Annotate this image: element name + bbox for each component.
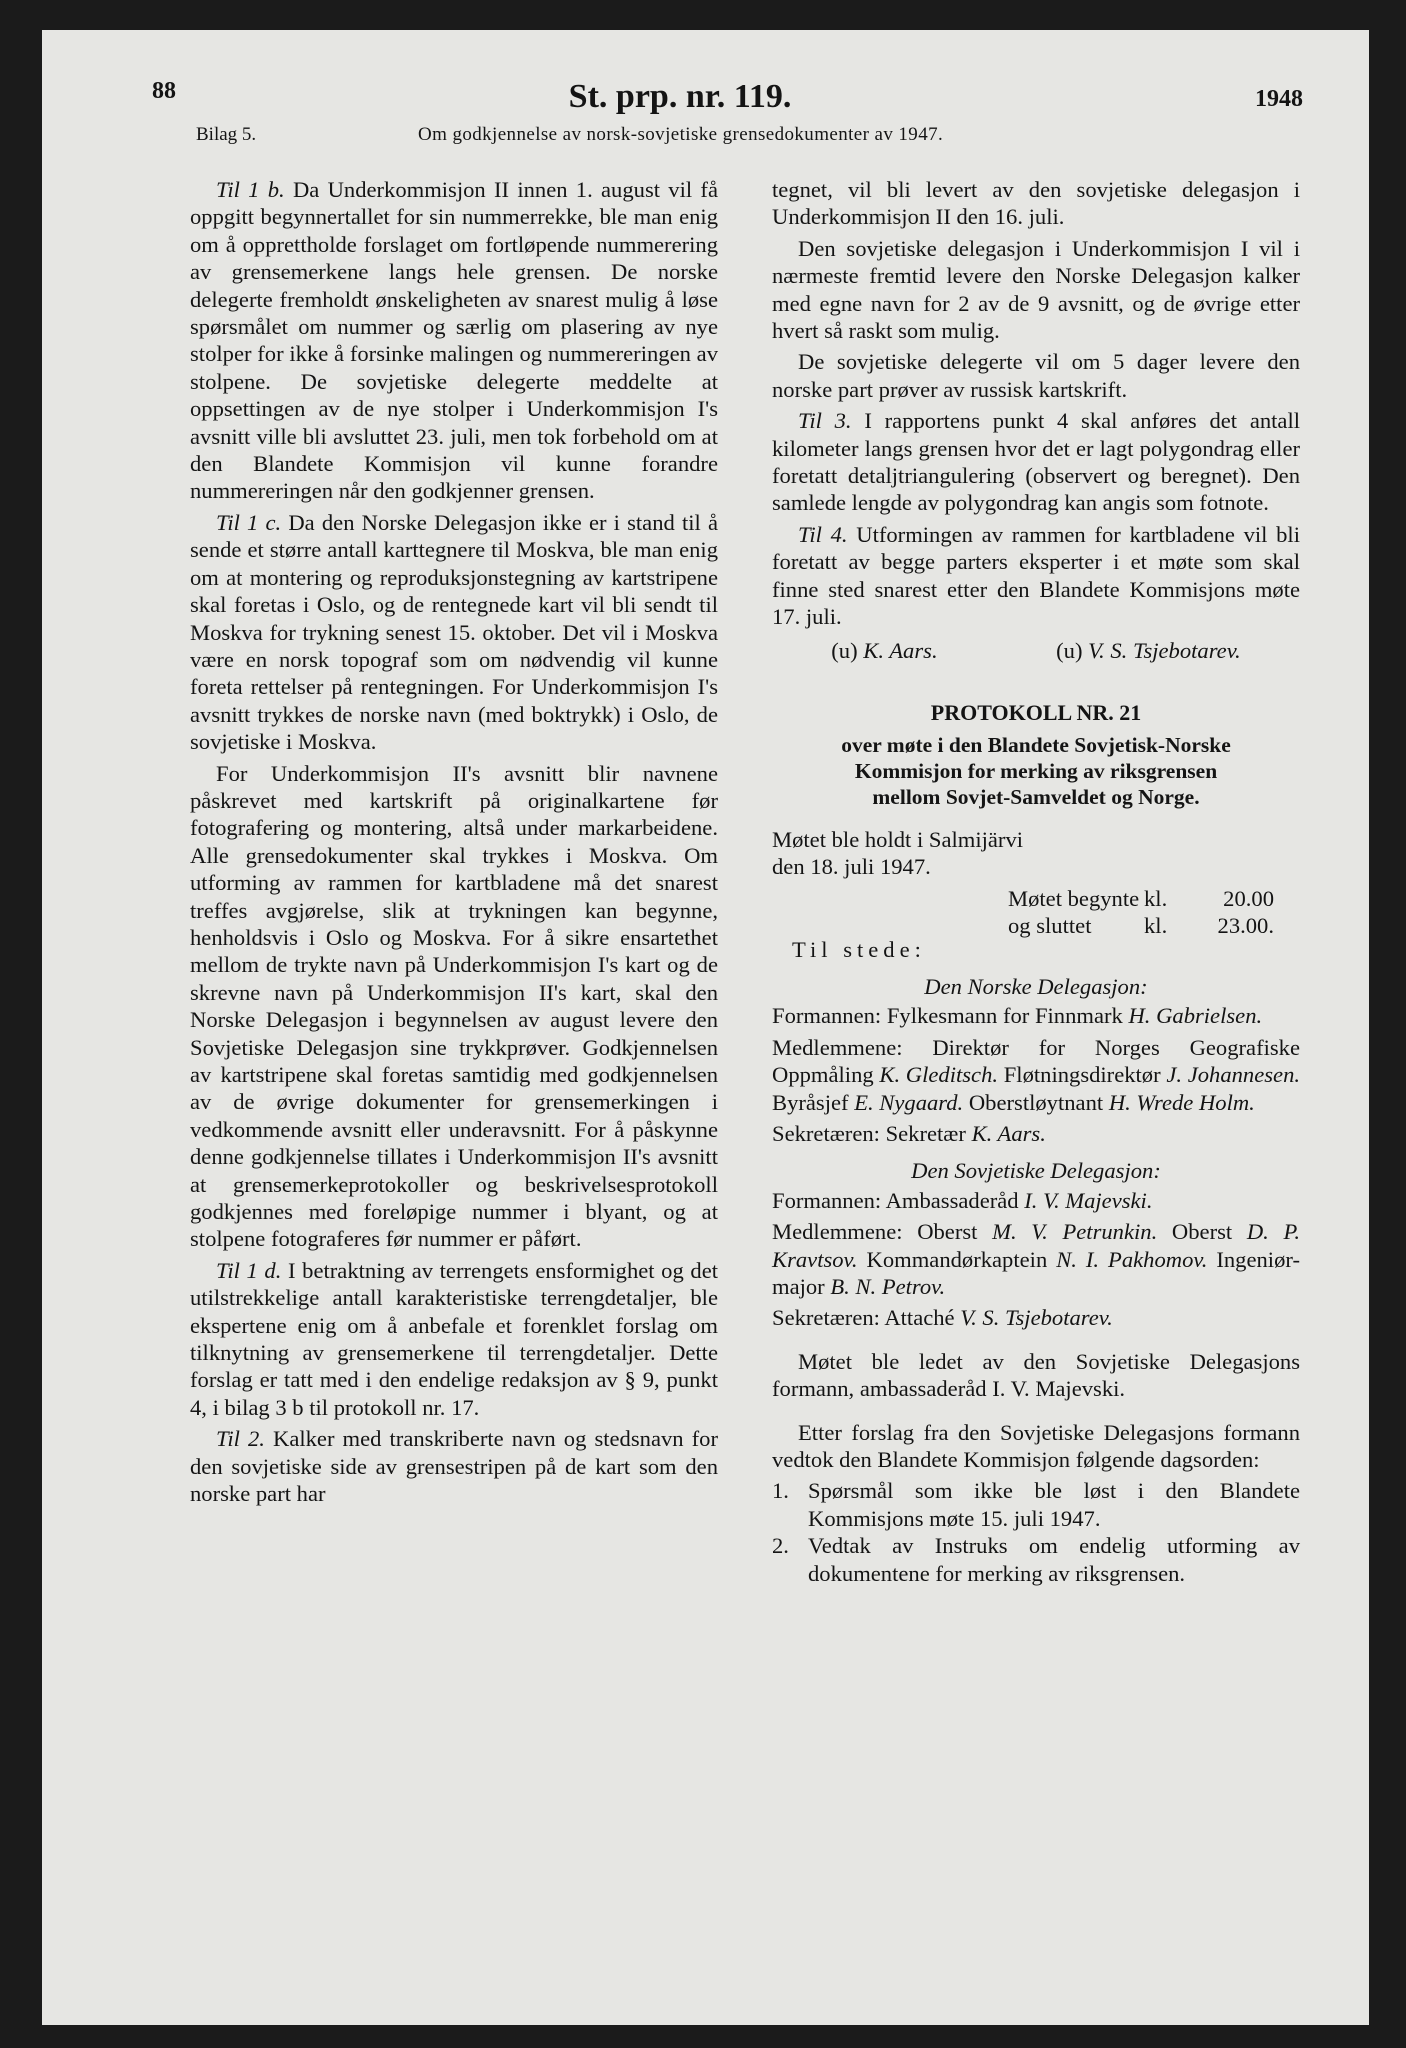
signature-aars: (u) K. Aars. [831,637,938,663]
paragraph-underkommisjon-i: Den sovjetiske delegasjon i Underkommisjon I vil i nærmeste fremtid levere den Norske Delegasjon kalker med egne navn for 2 av de 9 avsnitt, og de øvrige etter hvert så raskt som mulig. [772,235,1300,344]
nor-chair: Formannen: Fylkesmann for Finnmark H. Gabrielsen. [772,1003,1263,1029]
paragraph-til-4 [772,521,1300,631]
section-label: Til 2. [216,1426,265,1452]
agenda-item: 2. Vedtak av Instruks om endelig utforming av dokumentene for merking av riksgrensen. [772,1533,1300,1586]
paragraph-kartskrift: De sovjetiske delegerte vil om 5 dager levere den norske part prøver av russisk kartskrift. [772,349,1300,402]
nor-secretary: Sekretæren: Sekretær K. Aars. [772,1120,1046,1146]
document-title: St. prp. nr. 119. [568,78,792,115]
protocol-title: PROTOKOLL NR. 21 [930,699,1142,725]
running-subtitle: Om godkjennelse av norsk-sovjetiske grensedokumenter av 1947. [418,124,944,145]
paragraph-til-2 [190,1425,718,1507]
page-number: 88 [152,78,176,104]
paragraph-underkommisjon-ii: For Underkommisjon II's avsnitt blir navnene påskrevet med kartskrift på originalkartene før fotografering og montering, altså under markarbeidene. Alle grensedokumenter skal trykkes i Moskva. Om utforming av rammen for kartbladene må det snarest treffes avgjørelse, slik at trykningen kan begynne, henholdsvis i Oslo og Moskva. For å sikre ensartethet mellom de trykte navn på Underkommisjon I's kart og de skrevne navn på Underkommisjon II's kart, skal den Norske Delegasjon i begynnelsen av august levere den Sovjetiske Delegasjon sine trykkprøver. Godkjennelsen av kartstripene skal foretas samtidig med godkjennelsen av de øvrige dokumenter for grensemerkingen i vedkommende avsnitt eller underavsnitt. For å påskynne denne godkjennelse tillates i Underkommisjon II's avsnitt at grensemerkeprotokoller og beskrivelsesprotokoll godkjennes med foreløpige nummer i blyant, og at stolpene fotograferes før nummer er påført. [190,760,718,1252]
paragraph-til-1b [190,176,718,505]
section-label: Til 1 b. [216,177,285,202]
sov-chair: Formannen: Ambassaderåd I. V. Majevski. [772,1187,1153,1213]
document-year: 1948 [1255,86,1303,112]
sov-secretary: Sekretæren: Attaché V. S. Tsjebotarev. [772,1305,1113,1331]
end-time-row: og sluttet kl. 23.00. [1008,913,1274,939]
paragraph-text: Da den Norske Delegasjon ikke er i stand til å sende et større antall karttegnere til Moskva, ble man enig om at montering og reproduksjonstegning av kartstripene skal foretas i Oslo, og de rentegnede kart vil bli sendt til Moskva for trykning senest 15. oktober. Det vil i Moskva være en norsk topograf som om nødvendig vil kunne foreta rettelser på rentegningen. For Underkommisjon I's avsnitt trykkes de norske navn (med boktrykk) i Oslo, de sovjetiske i Moskva. [190,509,718,755]
agenda-item: 1. Spørsmål som ikke ble løst i den Blandete Kommisjons møte 15. juli 1947. [772,1478,1300,1531]
section-label: Til 1 d. [216,1257,282,1283]
right-column [772,176,1300,1587]
paragraph-text: I betraktning av terrengets ensformighet og det utilstrekkelige antall karakteristiske terrengdetaljer, ble ekspertene enig om å anbefale et forenklet forslag om tilknytning av grensemerkene til terrengdetaljer. Dette forslag er tatt med i den endelige redaksjon av § 9, punkt 4, i bilag 3 b til protokoll nr. 17. [190,1257,718,1420]
paragraph-text: I rapportens punkt 4 skal anføres det antall kilometer langs grensen hvor det er lagt polygondrag eller foretatt detaljtriangulering (observert og beregnet). Den samlede lengde av polygondrag kan angis som fotnote. [772,408,1301,516]
paragraph-text: Utformingen av rammen for kartbladene vil bli foretatt av begge parters eksperter i et møte som skal finne sted snarest etter den Blandete Kommisjons møte 17. juli. [772,521,1300,630]
section-label: Til 3. [798,408,852,434]
signature-tsjebotarev: (u) V. S. Tsjebotarev. [1056,637,1241,663]
signatures [772,637,1300,664]
section-label: Til 1 c. [216,509,282,535]
appendix-label: Bilag 5. [196,124,257,145]
meeting-times [1008,885,1300,940]
left-column [190,176,718,1512]
soviet-delegation-heading: Den Sovjetiske Delegasjon: [911,1158,1161,1184]
present-heading: Til stede: [792,936,926,962]
paragraph-til-3 [772,407,1300,517]
section-label: Til 4. [798,521,848,547]
norwegian-delegation-heading: Den Norske Delegasjon: [924,973,1148,999]
paragraph-til-1d [190,1257,718,1421]
agenda-intro: Etter forslag fra den Sovjetiske Delegasjons formann vedtok den Blandete Kommisjon følgende dagsorden: [772,1419,1300,1473]
agenda-list [772,1477,1300,1587]
protocol-subtitle: over møte i den Blandete Sovjetisk-Norske Kommisjon for merking av riksgrensen mellom Sovjet-Samveldet og Norge. [841,732,1231,809]
start-time-row: Møtet begynte kl. 20.00 [1008,885,1274,911]
paragraph-continuation: tegnet, vil bli levert av den sovjetiske delegasjon i Underkommisjon II den 16. juli. [772,177,1300,230]
paragraph-til-1c [190,509,718,756]
meeting-place: Møtet ble holdt i Salmijärvi den 18. juli 1947. [772,826,1024,880]
paragraph-text: Kalker med transkriberte navn og stedsnavn for den sovjetiske side av grensestripen på de kart som den norske part har [190,1426,718,1507]
sov-members: Medlemmene: Oberst M. V. Petrunkin. Oberst D. P. Kravtsov. Kommandørkaptein N. I. Pakhomov. Ingeniør-major B. N. Petrov. [772,1219,1301,1299]
meeting-led-by: Møtet ble ledet av den Sovjetiske Delegasjons formann, ambassaderåd I. V. Majevski. [772,1348,1300,1402]
paragraph-text: Da Underkommisjon II innen 1. august vil få oppgitt begynnertallet for sin nummerrekke, ble man enig om å opprettholde forslaget om fortløpende nummerering av grensemerkene langs hele grensen. De norske delegerte fremholdt ønskeligheten av snarest mulig å løse spørsmålet om nummer og særlig om plasering av nye stolper for ikke å forsinke malingen og nummereringen av stolpene. De sovjetiske delegerte meddelte at oppsettingen av de nye stolper i Underkommisjon I's avsnitt ville bli avsluttet 23. juli, men tok forbehold om at den Blandete Kommisjon vil kunne forandre nummereringen når den godkjenner grensen. [190,177,718,504]
nor-members: Medlemmene: Direktør for Norges Geografiske Oppmåling K. Gleditsch. Fløtningsdirektør J. Johannesen. Byråsjef E. Nygaard. Oberstløytnant H. Wrede Holm. [772,1034,1301,1115]
